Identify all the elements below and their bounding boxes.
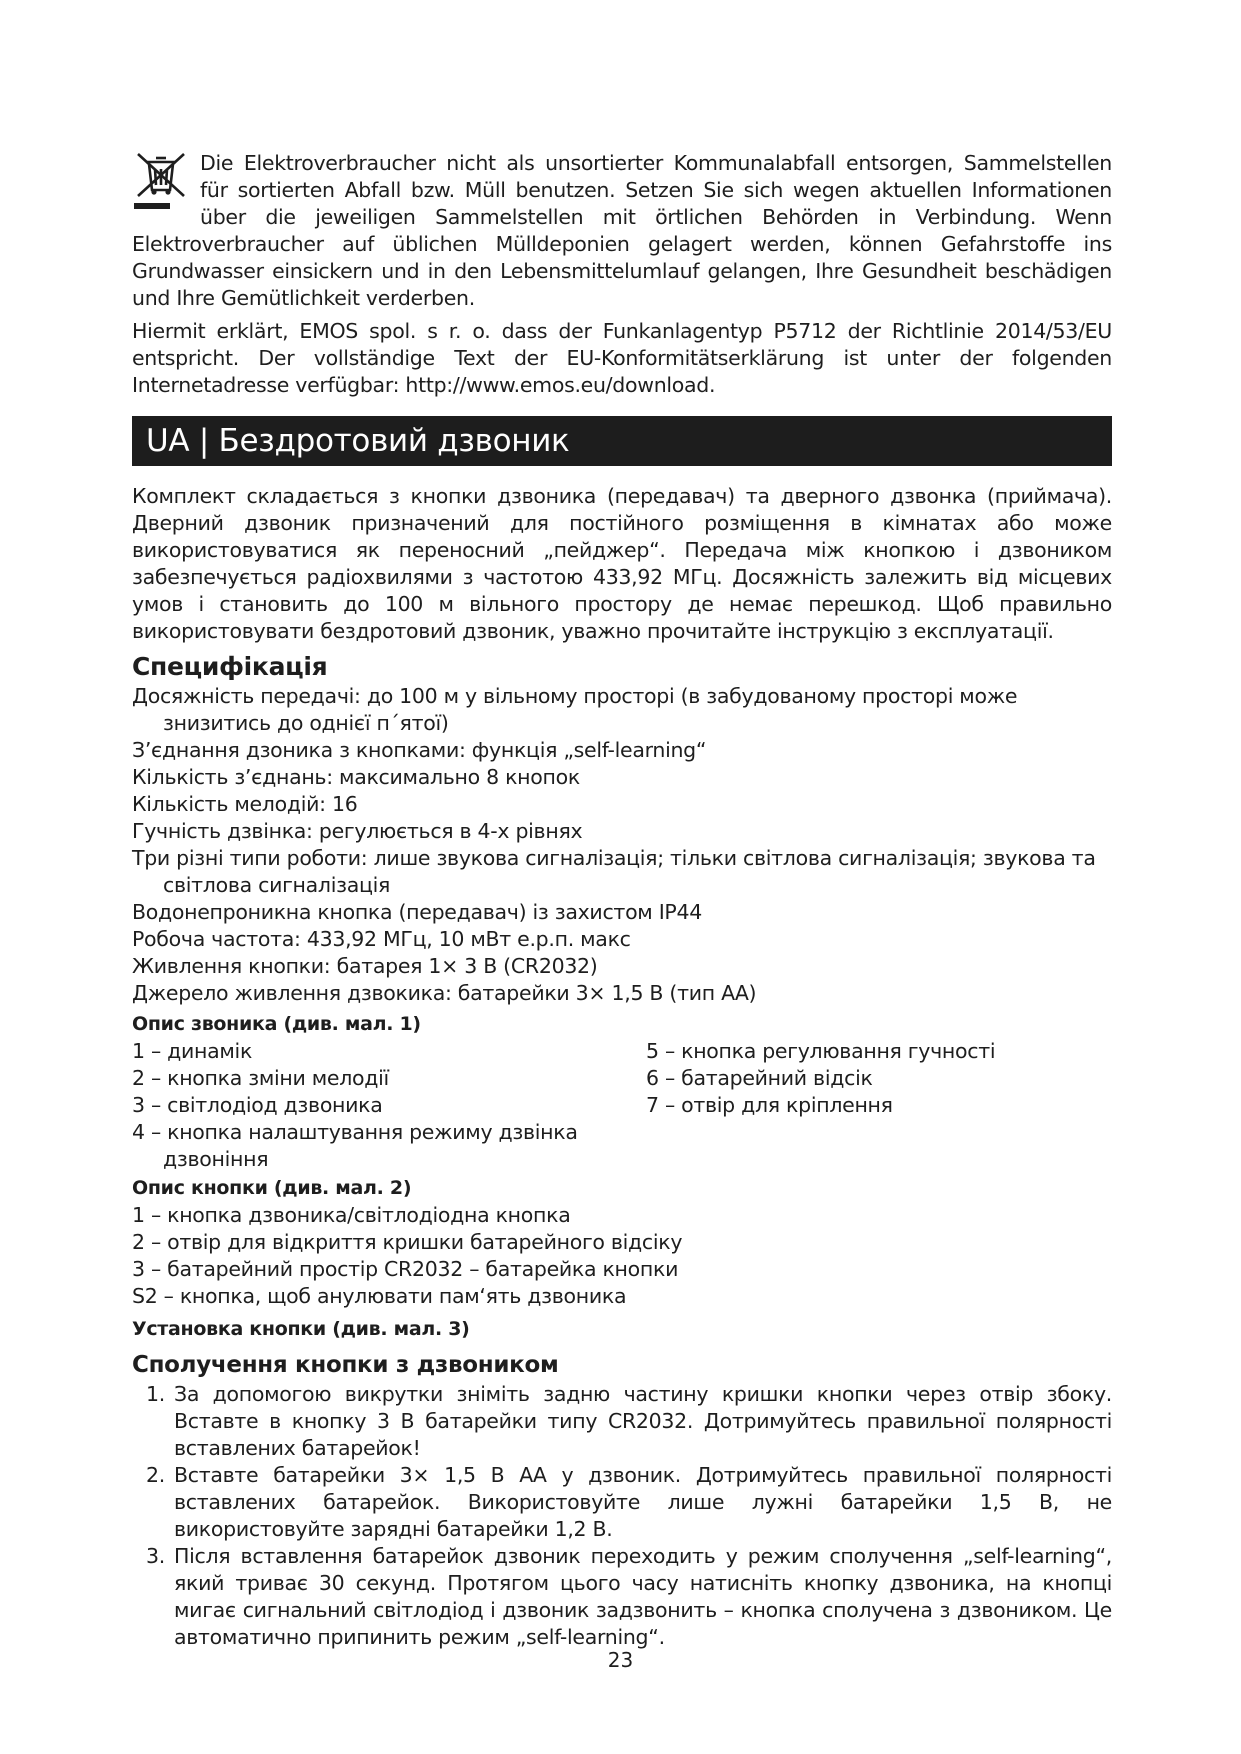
pairing-step [132,1381,1112,1462]
spec-heading: Специфікація [132,652,328,681]
weee-notice [132,150,1112,399]
installation-heading: Установка кнопки (див. мал. 3) [132,1318,470,1340]
spec-item: Кількість мелодій: 16 [132,792,358,816]
button-part-item: 1 – кнопка дзвоника/світлодіодна кнопка [132,1203,571,1227]
bell-part-item: 5 – кнопка регулювання гучності [646,1039,996,1063]
bell-parts-left [132,1038,642,1146]
button-part-item: 3 – батарейний простір CR2032 – батарейка кнопки [132,1257,679,1281]
bell-part-item: 6 – батарейний відсік [646,1066,873,1090]
spec-item: Гучність дзвінка: регулюється в 4-х рівнях [132,819,583,843]
bell-description-heading: Опис звоника (див. мал. 1) [132,1013,421,1035]
spec-item: Кількість з’єднань: максимально 8 кнопок [132,765,580,789]
spec-item: Робоча частота: 433,92 МГц, 10 мВт е.р.п. макс [132,927,631,951]
bell-part-item-continuation: дзвоніння [163,1147,269,1171]
spec-list [132,683,1112,1007]
spec-item: Три різні типи роботи: лише звукова сигналізація; тільки світлова сигналізація; звукова та світлова сигналізація [132,846,1096,897]
pairing-step [132,1462,1112,1543]
intro-paragraph: Комплект складається з кнопки дзвоника (передавач) та дверного дзвонка (приймача). Дверний дзвоник призначений для постійного розміщення в кімнатах або може використовуватися як переносний „пейджер“. Передача між кнопкою і дзвоником забезпечується радіохвилями з частотою 433,92 МГц. Досяжність залежить від місцевих умов і становить до 100 м вільного простору де немає перешкод. Щоб правильно використовувати бездротовий дзвоник, уважно прочитайте інструкцію з експлуатації. [132,484,1112,643]
spec-item: Досяжність передачі: до 100 м у вільному просторі (в забудованому просторі може знизитись до однієї п´ятої) [132,684,1018,735]
crossed-out-wheelie-bin-icon [132,150,188,210]
step-number: 3. [146,1544,165,1568]
bell-parts-right [646,1038,1086,1119]
step-text: Вставте батарейки 3× 1,5 В АА у дзвоник. Дотримуйтесь правильної полярності вставлених батарейок. Використовуйте лише лужні батарейки 1,5 В, не використовуйте зарядні батарейки 1,2 В. [174,1463,1112,1541]
bell-part-item: 7 – отвір для кріплення [646,1093,893,1117]
bell-part-item: 4 – кнопка налаштування режиму дзвінка [132,1120,578,1144]
weee-paragraph: Die Elektroverbraucher nicht als unsortierter Kommunalabfall entsorgen, Sammelstellen für sortierten Abfall bzw. Müll benutzen. Setzen Sie sich wegen aktuellen Informationen über die jeweiligen Sammelstellen mit örtlichen Behörden in Verbindung. Wenn Elektroverbraucher auf üblichen Mülldeponien gelagert werden, können Gefahrstoffe ins Grundwasser einsickern und in den Lebensmittelumlauf gelangen, Ihre Gesundheit beschädigen und Ihre Gemütlichkeit verderben. [132,151,1112,310]
button-part-item: 2 – отвір для відкриття кришки батарейного відсіку [132,1230,683,1254]
bell-part-item: 1 – динамік [132,1039,253,1063]
section-header-ua: UA | Бездротовий дзвоник [132,416,1112,466]
spec-item: Джерело живлення дзвокика: батарейки 3× 1,5 В (тип АА) [132,981,757,1005]
button-part-item: S2 – кнопка, щоб анулювати пам‘ять дзвоника [132,1284,627,1308]
bell-part-item: 2 – кнопка зміни мелодії [132,1066,389,1090]
spec-item: З’єднання дзоника з кнопками: функція „self-learning“ [132,738,707,762]
step-number: 2. [146,1463,165,1487]
bell-part-item: 3 – світлодіод дзвоника [132,1093,383,1117]
step-text: Після вставлення батарейок дзвоник переходить у режим сполучення „self-learning“, який триває 30 секунд. Протягом цього часу натисніть кнопку дзвоника, на кнопці мигає сигнальний світлодіод і дзвоник задзвонить – кнопка сполучена з дзвоником. Це автоматично припинить режим „self-learning“. [174,1544,1112,1649]
pairing-steps [132,1381,1112,1651]
page-number: 23 [607,1648,634,1672]
spec-item: Живлення кнопки: батарея 1× 3 В (CR2032) [132,954,598,978]
step-text: За допомогою викрутки зніміть задню частину кришки кнопки через отвір збоку. Вставте в кнопку 3 В батарейки типу CR2032. Дотримуйтесь правильної полярності вставлених батарейок! [174,1382,1112,1460]
button-parts-list [132,1202,1112,1310]
step-number: 1. [146,1382,165,1406]
pairing-heading: Сполучення кнопки з дзвоником [132,1352,559,1378]
button-description-heading: Опис кнопки (див. мал. 2) [132,1177,412,1199]
ua-content [132,483,1112,1651]
eu-declaration: Hiermit erklärt, EMOS spol. s r. o. dass der Funkanlagentyp P5712 der Richtlinie 2014/53/EU entspricht. Der vollständige Text der EU-Konformitätserklärung ist unter der folgenden Internetadresse verfügbar: http://www.emos.eu/download. [132,319,1112,397]
pairing-step [132,1543,1112,1651]
spec-item: Водонепроникна кнопка (передавач) із захистом IP44 [132,900,702,924]
bell-parts-list [132,1038,1112,1146]
